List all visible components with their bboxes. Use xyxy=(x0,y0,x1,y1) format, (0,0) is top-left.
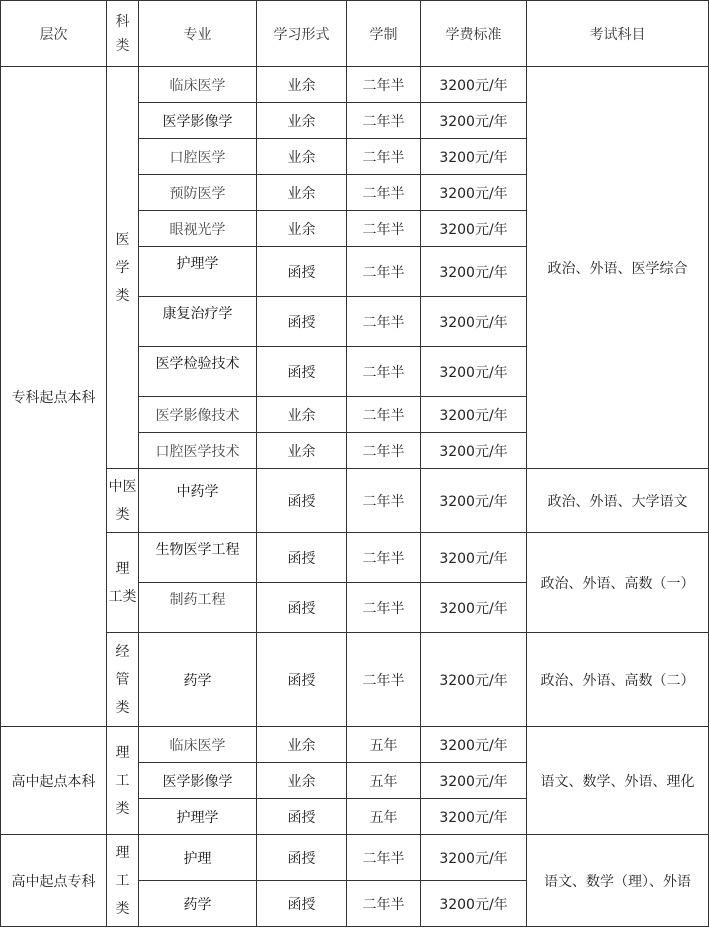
mode-cell: 函授 xyxy=(257,469,347,533)
header-major: 专业 xyxy=(139,1,257,67)
mode-cell: 业余 xyxy=(257,433,347,469)
header-level: 层次 xyxy=(1,1,107,67)
fee-cell: 3200元/年 xyxy=(421,247,527,297)
exam-cell: 政治、外语、高数（一） xyxy=(527,533,709,633)
mode-cell: 业余 xyxy=(257,103,347,139)
major-cell: 临床医学 xyxy=(139,727,257,763)
category-cell xyxy=(107,67,139,469)
fee-cell: 3200元/年 xyxy=(421,881,527,927)
category-char: 类 xyxy=(115,287,130,304)
duration-cell: 二年半 xyxy=(347,397,421,433)
category-cell xyxy=(107,835,139,927)
mode-cell: 函授 xyxy=(257,533,347,583)
major-cell: 医学影像技术 xyxy=(139,397,257,433)
mode-cell: 函授 xyxy=(257,297,347,347)
fee-cell: 3200元/年 xyxy=(421,175,527,211)
mode-cell: 业余 xyxy=(257,211,347,247)
header-duration: 学制 xyxy=(347,1,421,67)
table-row xyxy=(1,835,709,881)
category-char: 理 xyxy=(115,560,130,577)
category-char: 理 xyxy=(115,744,130,761)
duration-cell: 二年半 xyxy=(347,583,421,633)
category-char: 医 xyxy=(115,231,130,248)
mode-cell: 函授 xyxy=(257,881,347,927)
major-cell: 医学检验技术 xyxy=(139,347,257,397)
header-exam-subjects: 考试科目 xyxy=(527,1,709,67)
level-cell: 高中起点本科 xyxy=(1,727,107,835)
mode-cell: 业余 xyxy=(257,139,347,175)
major-cell: 康复治疗学 xyxy=(139,297,257,347)
duration-cell: 二年半 xyxy=(347,533,421,583)
major-cell: 中药学 xyxy=(139,469,257,533)
category-cell xyxy=(107,633,139,727)
duration-cell: 二年半 xyxy=(347,433,421,469)
category-char: 类 xyxy=(115,900,130,917)
mode-cell: 业余 xyxy=(257,727,347,763)
header-fee: 学费标准 xyxy=(421,1,527,67)
header-study-mode: 学习形式 xyxy=(257,1,347,67)
duration-cell: 二年半 xyxy=(347,139,421,175)
category-cell xyxy=(107,533,139,633)
level-cell: 高中起点专科 xyxy=(1,835,107,927)
duration-cell: 二年半 xyxy=(347,469,421,533)
category-cell xyxy=(107,469,139,533)
fee-cell: 3200元/年 xyxy=(421,763,527,799)
exam-cell: 政治、外语、医学综合 xyxy=(527,67,709,469)
header-category xyxy=(107,1,139,67)
major-cell: 药学 xyxy=(139,881,257,927)
major-cell: 制药工程 xyxy=(139,583,257,633)
mode-cell: 业余 xyxy=(257,67,347,103)
mode-cell: 函授 xyxy=(257,347,347,397)
category-char: 学 xyxy=(115,259,130,276)
exam-cell: 语文、数学、外语、理化 xyxy=(527,727,709,835)
category-char: 管 xyxy=(115,671,130,688)
major-cell: 口腔医学 xyxy=(139,139,257,175)
duration-cell: 二年半 xyxy=(347,347,421,397)
mode-cell: 业余 xyxy=(257,763,347,799)
major-cell: 护理学 xyxy=(139,247,257,297)
mode-cell: 业余 xyxy=(257,175,347,211)
duration-cell: 二年半 xyxy=(347,175,421,211)
mode-cell: 函授 xyxy=(257,633,347,727)
exam-cell: 政治、外语、大学语文 xyxy=(527,469,709,533)
fee-cell: 3200元/年 xyxy=(421,533,527,583)
category-cell xyxy=(107,727,139,835)
fee-cell: 3200元/年 xyxy=(421,469,527,533)
duration-cell: 二年半 xyxy=(347,633,421,727)
fee-cell: 3200元/年 xyxy=(421,799,527,835)
mode-cell: 函授 xyxy=(257,835,347,881)
table-row xyxy=(1,469,709,533)
exam-cell: 政治、外语、高数（二） xyxy=(527,633,709,727)
fee-cell: 3200元/年 xyxy=(421,103,527,139)
fee-cell: 3200元/年 xyxy=(421,67,527,103)
table-row xyxy=(1,533,709,583)
header-row xyxy=(1,1,709,67)
fee-cell: 3200元/年 xyxy=(421,835,527,881)
table-row xyxy=(1,67,709,103)
duration-cell: 二年半 xyxy=(347,211,421,247)
major-cell: 生物医学工程 xyxy=(139,533,257,583)
category-char: 工 xyxy=(115,772,130,789)
category-char: 工 xyxy=(115,872,130,889)
major-cell: 眼视光学 xyxy=(139,211,257,247)
exam-cell: 语文、数学（理）、外语 xyxy=(527,835,709,927)
major-cell: 预防医学 xyxy=(139,175,257,211)
major-cell: 护理 xyxy=(139,835,257,881)
duration-cell: 二年半 xyxy=(347,297,421,347)
major-cell: 护理学 xyxy=(139,799,257,835)
duration-cell: 五年 xyxy=(347,727,421,763)
major-cell: 医学影像学 xyxy=(139,103,257,139)
duration-cell: 二年半 xyxy=(347,835,421,881)
major-cell: 医学影像学 xyxy=(139,763,257,799)
mode-cell: 业余 xyxy=(257,397,347,433)
major-cell: 临床医学 xyxy=(139,67,257,103)
category-char: 理 xyxy=(115,844,130,861)
fee-cell: 3200元/年 xyxy=(421,397,527,433)
category-char: 经 xyxy=(115,643,130,660)
fee-cell: 3200元/年 xyxy=(421,139,527,175)
category-char: 工类 xyxy=(108,588,137,605)
table-row xyxy=(1,727,709,763)
fee-cell: 3200元/年 xyxy=(421,433,527,469)
category-char: 类 xyxy=(115,699,130,716)
duration-cell: 二年半 xyxy=(347,881,421,927)
major-cell: 口腔医学技术 xyxy=(139,433,257,469)
header-category-text: 科类 xyxy=(115,13,130,54)
fee-cell: 3200元/年 xyxy=(421,583,527,633)
fee-cell: 3200元/年 xyxy=(421,727,527,763)
duration-cell: 五年 xyxy=(347,799,421,835)
fee-cell: 3200元/年 xyxy=(421,347,527,397)
major-cell: 药学 xyxy=(139,633,257,727)
mode-cell: 函授 xyxy=(257,583,347,633)
category-char: 类 xyxy=(115,506,130,523)
mode-cell: 函授 xyxy=(257,247,347,297)
fee-cell: 3200元/年 xyxy=(421,633,527,727)
duration-cell: 二年半 xyxy=(347,247,421,297)
category-char: 类 xyxy=(115,800,130,817)
duration-cell: 二年半 xyxy=(347,67,421,103)
table-row xyxy=(1,633,709,727)
fee-cell: 3200元/年 xyxy=(421,211,527,247)
mode-cell: 函授 xyxy=(257,799,347,835)
duration-cell: 二年半 xyxy=(347,103,421,139)
level-cell: 专科起点本科 xyxy=(1,67,107,727)
fee-cell: 3200元/年 xyxy=(421,297,527,347)
duration-cell: 五年 xyxy=(347,763,421,799)
category-char: 中医 xyxy=(108,478,137,495)
